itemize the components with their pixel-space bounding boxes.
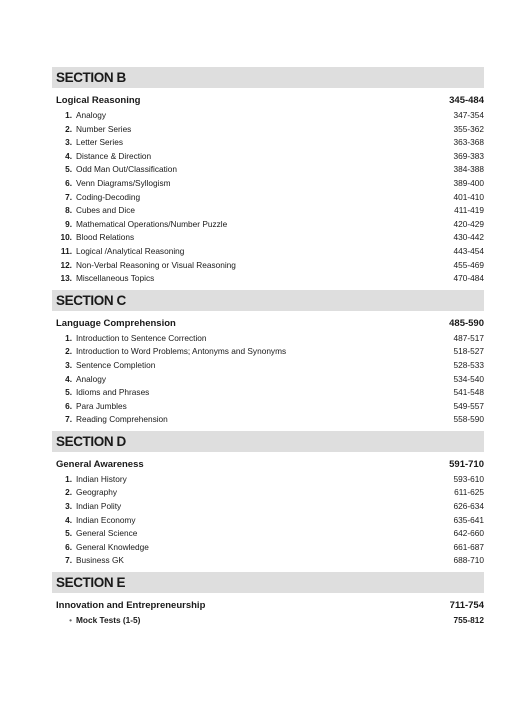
item-label: Coding-Decoding [76, 191, 141, 202]
item-number: 11. [60, 245, 72, 256]
toc-item [52, 123, 484, 137]
item-label: Idioms and Phrases [76, 387, 150, 398]
item-number: 10. [60, 232, 72, 243]
item-number: 1. [65, 110, 72, 120]
toc-section [52, 572, 484, 632]
toc-item [52, 191, 484, 205]
item-number: 2. [65, 346, 72, 357]
item-label: Blood Relations [76, 232, 135, 243]
item-label: Business GK [76, 555, 124, 566]
section-header: SECTION E [52, 572, 484, 593]
toc-item [52, 554, 484, 568]
section-title: Innovation and Entrepreneurship [56, 600, 206, 612]
item-page-range: 611-625 [454, 487, 484, 498]
toc-item [52, 218, 484, 232]
item-number: 12. [60, 259, 72, 270]
section-page-range: 345-484 [449, 95, 484, 106]
item-number: 13. [60, 273, 72, 284]
item-label: Mock Tests (1-5) [76, 615, 141, 626]
item-label: Indian History [76, 473, 127, 484]
item-page-range: 411-419 [454, 205, 484, 216]
item-number: 1. [65, 473, 72, 484]
item-label: Reading Comprehension [76, 414, 168, 425]
item-label: Odd Man Out/Classification [76, 164, 177, 175]
toc-item [52, 109, 484, 123]
item-label: General Knowledge [76, 541, 149, 552]
item-label: Number Series [76, 123, 132, 134]
toc-item [52, 373, 484, 387]
item-label: Indian Polity [76, 501, 122, 512]
item-label: Letter Series [76, 137, 124, 148]
item-page-range: 642-660 [453, 528, 484, 539]
toc-item [52, 514, 484, 528]
item-number: 7. [65, 191, 72, 202]
item-number: 1. [65, 332, 72, 343]
toc-item [52, 150, 484, 164]
toc-item [52, 345, 484, 359]
section-page-range: 485-590 [449, 317, 484, 329]
toc-item [52, 486, 484, 500]
item-page-range: 528-533 [453, 359, 484, 370]
toc-section [52, 431, 484, 572]
section-header: SECTION C [52, 290, 484, 311]
item-number: 9. [65, 218, 72, 229]
item-label: Sentence Completion [76, 359, 156, 370]
item-label: Analogy [76, 110, 106, 120]
toc-item [52, 177, 484, 191]
item-number: 4. [65, 373, 72, 384]
toc-item [52, 541, 484, 555]
item-number: 7. [65, 555, 72, 566]
item-page-range: 363-368 [453, 137, 484, 148]
section-page-range: 591-710 [449, 458, 484, 470]
item-label: Para Jumbles [76, 400, 127, 411]
item-label: General Science [76, 528, 138, 539]
toc-item [52, 163, 484, 177]
item-number: 4. [65, 514, 72, 525]
item-page-range: 549-557 [453, 400, 484, 411]
toc-item [52, 527, 484, 541]
item-page-range: 755-812 [453, 615, 484, 626]
item-label: Analogy [76, 373, 106, 384]
item-number: 4. [65, 150, 72, 161]
item-page-range: 401-410 [453, 191, 484, 202]
item-number: 6. [65, 177, 72, 188]
item-page-range: 455-469 [453, 259, 484, 270]
item-page-range: 470-484 [453, 273, 484, 284]
toc-item [52, 386, 484, 400]
item-number: 2. [65, 487, 72, 498]
item-page-range: 541-548 [453, 387, 484, 398]
bullet-icon: • [69, 615, 72, 626]
item-number: 2. [65, 123, 72, 134]
item-label: Geography [76, 487, 118, 498]
item-page-range: 518-527 [453, 346, 484, 357]
item-label: Introduction to Word Problems; Antonyms and Synonyms [76, 346, 287, 357]
toc-item [52, 272, 484, 286]
item-number: 5. [65, 387, 72, 398]
item-label: Non-Verbal Reasoning or Visual Reasoning [76, 259, 236, 270]
section-header: SECTION B [52, 67, 484, 88]
item-page-range: 626-634 [453, 501, 484, 512]
sections-container [52, 67, 484, 632]
item-number: 7. [65, 414, 72, 425]
item-label: Cubes and Dice [76, 205, 136, 216]
item-page-range: 430-442 [453, 232, 484, 243]
toc-item [52, 359, 484, 373]
toc-section [52, 290, 484, 431]
section-title-row [52, 316, 484, 332]
section-title-row [52, 93, 484, 109]
item-label: Mathematical Operations/Number Puzzle [76, 218, 228, 229]
item-label: Logical /Analytical Reasoning [76, 245, 185, 256]
item-page-range: 661-687 [453, 541, 484, 552]
item-page-range: 384-388 [453, 164, 484, 175]
toc-item [52, 245, 484, 259]
item-page-range: 443-454 [453, 245, 484, 256]
item-page-range: 355-362 [453, 123, 484, 134]
toc-section [52, 67, 484, 290]
item-page-range: 534-540 [453, 373, 484, 384]
toc-item [52, 332, 484, 346]
toc-item [52, 204, 484, 218]
item-number: 6. [65, 541, 72, 552]
section-title: General Awareness [56, 458, 144, 470]
item-number: 3. [65, 359, 72, 370]
item-number: 3. [65, 137, 72, 148]
item-label: Distance & Direction [76, 150, 152, 161]
item-number: 5. [65, 528, 72, 539]
item-number: 8. [65, 205, 72, 216]
item-number: 5. [65, 164, 72, 175]
section-title: Language Comprehension [56, 317, 176, 329]
item-label: Introduction to Sentence Correction [76, 332, 207, 343]
item-page-range: 389-400 [453, 177, 484, 188]
item-page-range: 635-641 [453, 514, 484, 525]
toc-item [52, 136, 484, 150]
toc-item [52, 400, 484, 414]
item-page-range: 487-517 [453, 332, 484, 343]
section-title: Logical Reasoning [56, 95, 141, 106]
toc-item [52, 259, 484, 273]
toc-item [52, 500, 484, 514]
toc-item [52, 614, 484, 628]
section-title-row [52, 598, 484, 614]
section-title-row [52, 457, 484, 473]
section-header: SECTION D [52, 431, 484, 452]
item-label: Venn Diagrams/Syllogism [76, 177, 171, 188]
item-number: 6. [65, 400, 72, 411]
item-page-range: 688-710 [453, 555, 484, 566]
item-number: 3. [65, 501, 72, 512]
item-label: Indian Economy [76, 514, 136, 525]
table-of-contents [52, 67, 484, 632]
item-page-range: 369-383 [453, 150, 484, 161]
item-page-range: 347-354 [453, 110, 484, 120]
item-page-range: 558-590 [453, 414, 484, 425]
toc-item [52, 231, 484, 245]
item-label: Miscellaneous Topics [76, 273, 155, 284]
section-page-range: 711-754 [449, 600, 484, 612]
item-page-range: 593-610 [453, 473, 484, 484]
toc-item [52, 413, 484, 427]
item-page-range: 420-429 [453, 218, 484, 229]
toc-item [52, 473, 484, 487]
